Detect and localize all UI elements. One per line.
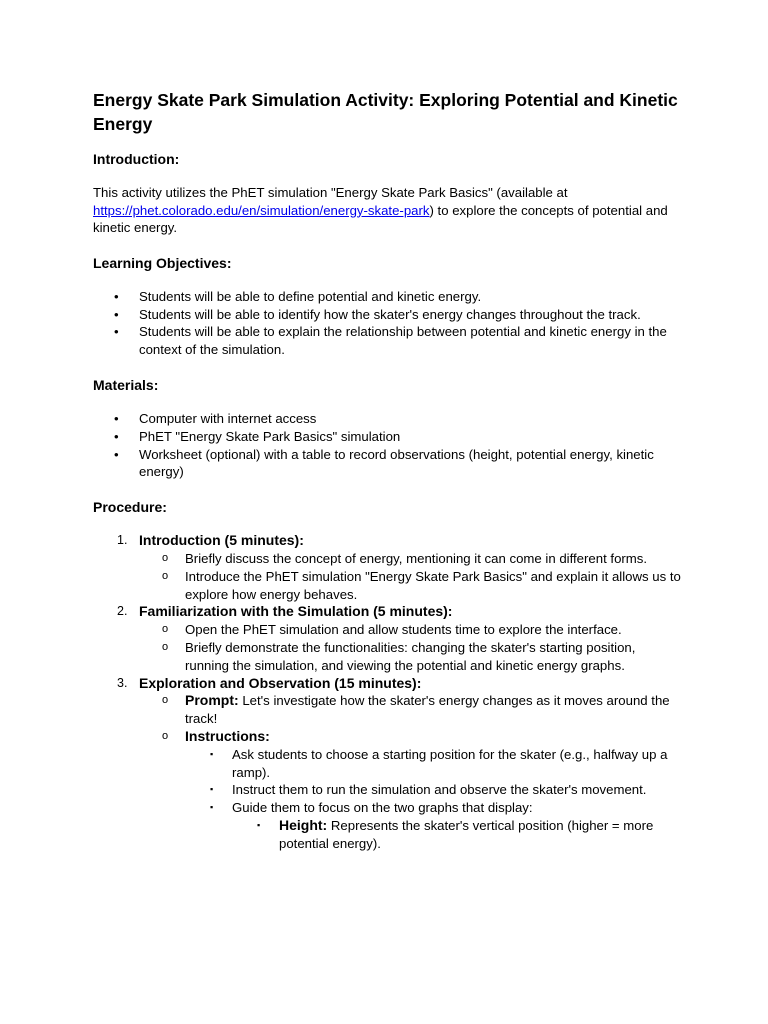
introduction-paragraph — [93, 184, 683, 237]
square-bullet-icon: ▪ — [257, 819, 261, 830]
bullet-icon: • — [114, 324, 119, 340]
graph-list — [232, 817, 683, 853]
height-text: Represents the skater's vertical position (higher = more potential energy). — [279, 817, 654, 851]
square-bullet-icon: ▪ — [210, 784, 214, 795]
list-item: • Computer with internet access — [114, 410, 317, 426]
procedure-step-2 — [93, 603, 683, 674]
circle-bullet-icon: o — [162, 640, 169, 653]
bullet-icon: • — [114, 306, 119, 322]
list-item: o Introduce the PhET simulation "Energy Skate Park Basics" and explain it allows us to explore how energy behaves. — [162, 568, 681, 602]
list-item: o Briefly discuss the concept of energy, mentioning it can come in different forms. — [162, 550, 648, 566]
list-item: • Worksheet (optional) with a table to record observations (height, potential energy, kinetic energy) — [114, 446, 654, 480]
square-bullet-icon: ▪ — [210, 748, 214, 759]
list-item: • Students will be able to define potential and kinetic energy. — [114, 288, 482, 304]
circle-bullet-icon: o — [162, 623, 169, 636]
step-title: Exploration and Observation (15 minutes): — [139, 674, 422, 691]
bullet-icon: • — [114, 428, 119, 444]
prompt-label: Prompt: — [185, 692, 239, 709]
procedure-list — [93, 532, 683, 852]
document-title: Energy Skate Park Simulation Activity: Exploring Potential and Kinetic Energy — [93, 90, 678, 134]
list-item: ▪ Instruct them to run the simulation and observe the skater's movement. — [210, 782, 647, 798]
step-number: 3. — [117, 675, 128, 690]
list-item — [232, 817, 683, 853]
instructions-label: Instructions: — [185, 727, 270, 744]
step-title: Familiarization with the Simulation (5 minutes): — [139, 603, 453, 620]
introduction-heading: Introduction: — [93, 151, 180, 167]
list-item: o Open the PhET simulation and allow students time to explore the interface. — [162, 622, 622, 638]
circle-bullet-icon: o — [162, 551, 169, 564]
list-item: • Students will be able to explain the relationship between potential and kinetic energy in the context of the simulation. — [114, 324, 667, 358]
height-label: Height: — [279, 816, 328, 833]
procedure-heading: Procedure: — [93, 499, 167, 516]
bullet-icon: • — [114, 446, 119, 462]
list-item: ▪ Guide them to focus on the two graphs that display: ▪ Height: Represents the skater's vertical position (higher = more potential energy). — [185, 799, 683, 852]
introduction-text-before: This activity utilizes the PhET simulation "Energy Skate Park Basics" (available at — [93, 185, 568, 200]
list-item: • Students will be able to identify how the skater's energy changes throughout the track. — [114, 306, 641, 322]
objectives-list — [93, 288, 683, 359]
square-bullet-icon: ▪ — [210, 802, 214, 813]
objectives-heading: Learning Objectives: — [93, 254, 232, 271]
step-number: 2. — [117, 604, 128, 619]
circle-bullet-icon: o — [162, 569, 169, 582]
list-item: • PhET "Energy Skate Park Basics" simulation — [114, 428, 401, 444]
step-title: Introduction (5 minutes): — [139, 532, 304, 549]
procedure-step-1 — [93, 532, 683, 603]
bullet-icon: • — [114, 410, 119, 426]
step-sublist — [139, 621, 683, 674]
list-item: ▪ Ask students to choose a starting position for the skater (e.g., halfway up a ramp). — [210, 746, 668, 780]
materials-list — [93, 410, 683, 481]
document-page — [93, 88, 683, 870]
circle-bullet-icon: o — [162, 729, 169, 742]
step-number: 1. — [117, 533, 128, 548]
introduction-text-after: ) to explore the concepts of potential and kinetic energy. — [93, 202, 668, 236]
instructions-list — [185, 746, 683, 853]
circle-bullet-icon: o — [162, 694, 169, 707]
list-item: o Briefly demonstrate the functionalities: changing the skater's starting position, running the simulation, and viewing the potential and kinetic energy graphs. — [162, 639, 636, 673]
materials-heading: Materials: — [93, 376, 159, 393]
step-sublist — [139, 550, 683, 603]
bullet-icon: • — [114, 288, 119, 304]
procedure-step-3 — [93, 675, 683, 853]
phet-simulation-link[interactable]: https://phet.colorado.edu/en/simulation/energy-skate-park — [93, 202, 430, 218]
step-sublist — [139, 692, 683, 852]
prompt-text: Let's investigate how the skater's energy changes as it moves around the track! — [185, 693, 670, 727]
list-item — [139, 692, 683, 728]
list-item — [139, 728, 683, 853]
